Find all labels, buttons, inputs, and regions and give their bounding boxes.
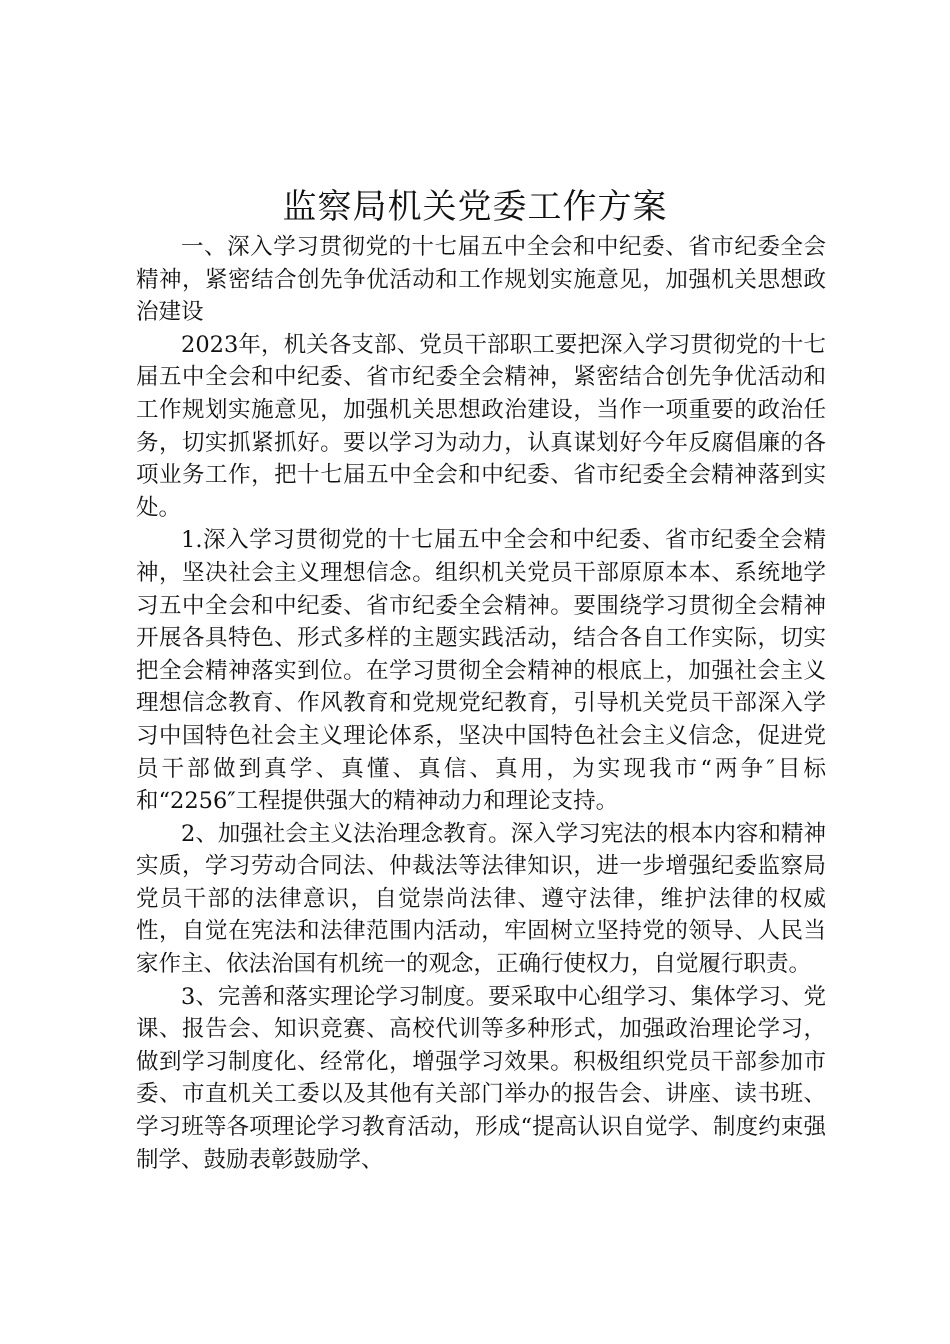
section-heading-1: 一、深入学习贯彻党的十七届五中全会和中纪委、省市纪委全会精神，紧密结合创先争优活动和工作规划实施意见，加强机关思想政治建设	[136, 234, 826, 326]
paragraph-item-1: 1.深入学习贯彻党的十七届五中全会和中纪委、省市纪委全会精神，坚决社会主义理想信念。组织机关党员干部原原本本、系统地学习五中全会和中纪委、省市纪委全会精神。要围绕学习贯彻全会精神开展各具特色、形式多样的主题实践活动，结合各自工作实际，切实把全会精神落实到位。在学习贯彻全会精神的根底上，加强社会主义理想信念教育、作风教育和党规党纪教育，引导机关党员干部深入学习中国特色社会主义理论体系，坚决中国特色社会主义信念，促进党员干部做到真学、真懂、真信、真用，为实现我市“两争″目标和“2256″工程提供强大的精神动力和理论支持。	[136, 527, 826, 815]
document-body	[136, 231, 826, 1176]
paragraph-item-2: 2、加强社会主义法治理念教育。深入学习宪法的根本内容和精神实质，学习劳动合同法、仲裁法等法律知识，进一步增强纪委监察局党员干部的法律意识，自觉崇尚法律、遵守法律，维护法律的权威性，自觉在宪法和法律范围内活动，牢固树立坚持党的领导、人民当家作主、依法治国有机统一的观念，正确行使权力，自觉履行职责。	[136, 820, 826, 978]
document-title: 监察局机关党委工作方案	[282, 187, 668, 227]
paragraph-intro: 2023年，机关各支部、党员干部职工要把深入学习贯彻党的十七届五中全会和中纪委、省市纪委全会精神，紧密结合创先争优活动和工作规划实施意见，加强机关思想政治建设，当作一项重要的政治任务，切实抓紧抓好。要以学习为动力，认真谋划好今年反腐倡廉的各项业务工作，把十七届五中全会和中纪委、省市纪委全会精神落到实处。	[136, 331, 826, 521]
paragraph-item-3: 3、完善和落实理论学习制度。要采取中心组学习、集体学习、党课、报告会、知识竞赛、高校代训等多种形式，加强政治理论学习，做到学习制度化、经常化，增强学习效果。积极组织党员干部参加市委、市直机关工委以及其他有关部门举办的报告会、讲座、读书班、学习班等各项理论学习教育活动，形成“提高认识自觉学、制度约束强制学、鼓励表彰鼓励学、	[136, 983, 826, 1173]
